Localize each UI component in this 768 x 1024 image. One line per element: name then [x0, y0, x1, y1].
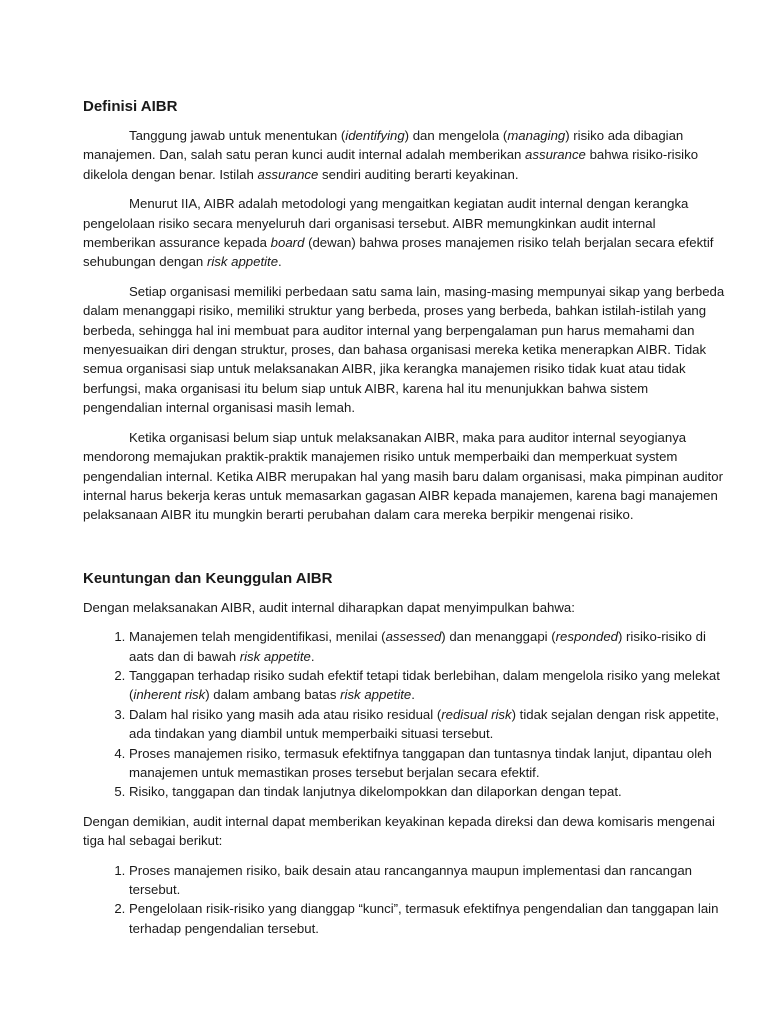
text-run: ) tidak sejalan dengan risk appetite, ada tindakan yang diambil untuk memperbaiki situasi tersebut. [129, 706, 720, 742]
italic-term: assessed [385, 629, 442, 645]
list-item: 2. Pengelolaan risik-risiko yang dianggap “kunci”, termasuk efektifnya pengendalian dan tanggapan lain terhadap pengendalian tersebut. [129, 899, 730, 938]
text-run: ) risiko-risiko di aats dan di bawah [129, 629, 706, 664]
list-item: 5. Risiko, tanggapan dan tindak lanjutnya dikelompokkan dan dilaporkan dengan tepat. [129, 782, 730, 801]
text-run: ) dan menanggapi ( [441, 629, 556, 645]
list-item [129, 627, 730, 666]
text-run: ) dalam ambang batas [205, 687, 341, 703]
text-run: Tanggapan terhadap risiko sudah efektif tetapi tidak berlebihan, dalam mengelola risiko yang melekat ( [129, 667, 720, 703]
text-run: . [278, 254, 282, 270]
text-run: . [310, 648, 315, 664]
italic-term: identifying [345, 128, 405, 143]
paragraph-definisi-4: Ketika organisasi belum siap untuk melaksanakan AIBR, maka para auditor internal seyogianya mendorong memajukan praktik-praktik manajemen risiko untuk memperbaiki dan memperkuat system pengendalian internal. Ketika AIBR merupakan hal yang masih baru dalam organisasi, maka pimpinan auditor internal harus bekerja keras untuk memasarkan gagasan AIBR kepada manajemen, karena bagi manajemen pelaksanaan AIBR itu mungkin berarti perubahan dalam cara mereka berpikir mengenai risiko. [83, 429, 723, 523]
italic-term: redisual risk [441, 706, 512, 722]
paragraph-definisi-1 [83, 126, 730, 184]
list-item [129, 705, 730, 744]
section-heading-keuntungan: Keuntungan dan Keunggulan AIBR [83, 569, 333, 587]
paragraph-keuntungan-intro: Dengan melaksanakan AIBR, audit internal diharapkan dapat menyimpulkan bahwa: [83, 599, 575, 615]
text-run: . [411, 687, 415, 703]
section-spacer [83, 535, 730, 569]
italic-term: managing [507, 128, 566, 143]
italic-term: inherent risk [133, 687, 206, 703]
text-run: (dewan) bahwa proses manajemen risiko telah berjalan secara efektif sehubungan dengan [83, 235, 714, 270]
italic-term: board [270, 235, 305, 251]
italic-term: responded [555, 629, 618, 645]
paragraph-definisi-3: Setiap organisasi memiliki perbedaan satu sama lain, masing-masing mempunyai sikap yang berbeda dalam menanggapi risiko, memiliki struktur yang berbeda, proses yang berbeda, bahkan istilah-istilah yang berbeda, sehingga hal ini membuat para auditor internal yang berpengalaman pun harus memahami dan menyesuaikan diri dengan struktur, proses, dan bahasa organisasi mereka ketika menerapkan AIBR. Tidak semua organisasi siap untuk melaksanakan AIBR, jika kerangka manajemen risiko tidak kuat atau tidak berfungsi, maka organisasi itu belum siap untuk AIBR, karena hal itu menunjukkan bahwa sistem pengendalian internal organisasi masih lemah. [83, 283, 725, 416]
list-item [129, 666, 730, 705]
italic-term: assurance [525, 147, 586, 163]
text-run: bahwa risiko-risiko dikelola dengan benar. Istilah [83, 147, 699, 182]
text-run: ) risiko ada dibagian manajemen. Dan, salah satu peran kunci audit internal adalah memberikan [83, 128, 684, 163]
text-run: Menurut IIA, AIBR adalah metodologi yang mengaitkan kegiatan audit internal dengan kerangka pengelolaan risiko secara menyeluruh dari organisasi tersebut. AIBR memungkinkan audit internal memberikan assurance kepada [83, 196, 689, 251]
list-item: 1. Proses manajemen risiko, baik desain atau rancangannya maupun implementasi dan rancangan tersebut. [129, 861, 730, 900]
paragraph-definisi-2 [83, 194, 730, 272]
paragraph-keuntungan-outro: Dengan demikian, audit internal dapat memberikan keyakinan kepada direksi dan dewa komisaris mengenai tiga hal sebagai berikut: [83, 813, 715, 849]
text-run: Dalam hal risiko yang masih ada atau risiko residual ( [129, 706, 442, 722]
text-run: Tanggung jawab untuk menentukan ( [129, 128, 346, 143]
conclusion-list [83, 627, 730, 802]
italic-term: risk appetite [206, 254, 279, 270]
list-item: 4. Proses manajemen risiko, termasuk efektifnya tanggapan dan tuntasnya tindak lanjut, dipantau oleh manajemen untuk memastikan proses tersebut berjalan secara efektif. [129, 744, 730, 783]
text-run: sendiri auditing berarti keyakinan. [318, 166, 519, 182]
text-run: Manajemen telah mengidentifikasi, menilai ( [129, 629, 386, 645]
assurance-list [83, 861, 730, 939]
italic-term: risk appetite [340, 687, 412, 703]
italic-term: risk appetite [239, 648, 311, 664]
section-heading-definisi: Definisi AIBR [83, 98, 178, 115]
italic-term: assurance [257, 166, 319, 182]
text-run: ) dan mengelola ( [404, 128, 508, 143]
